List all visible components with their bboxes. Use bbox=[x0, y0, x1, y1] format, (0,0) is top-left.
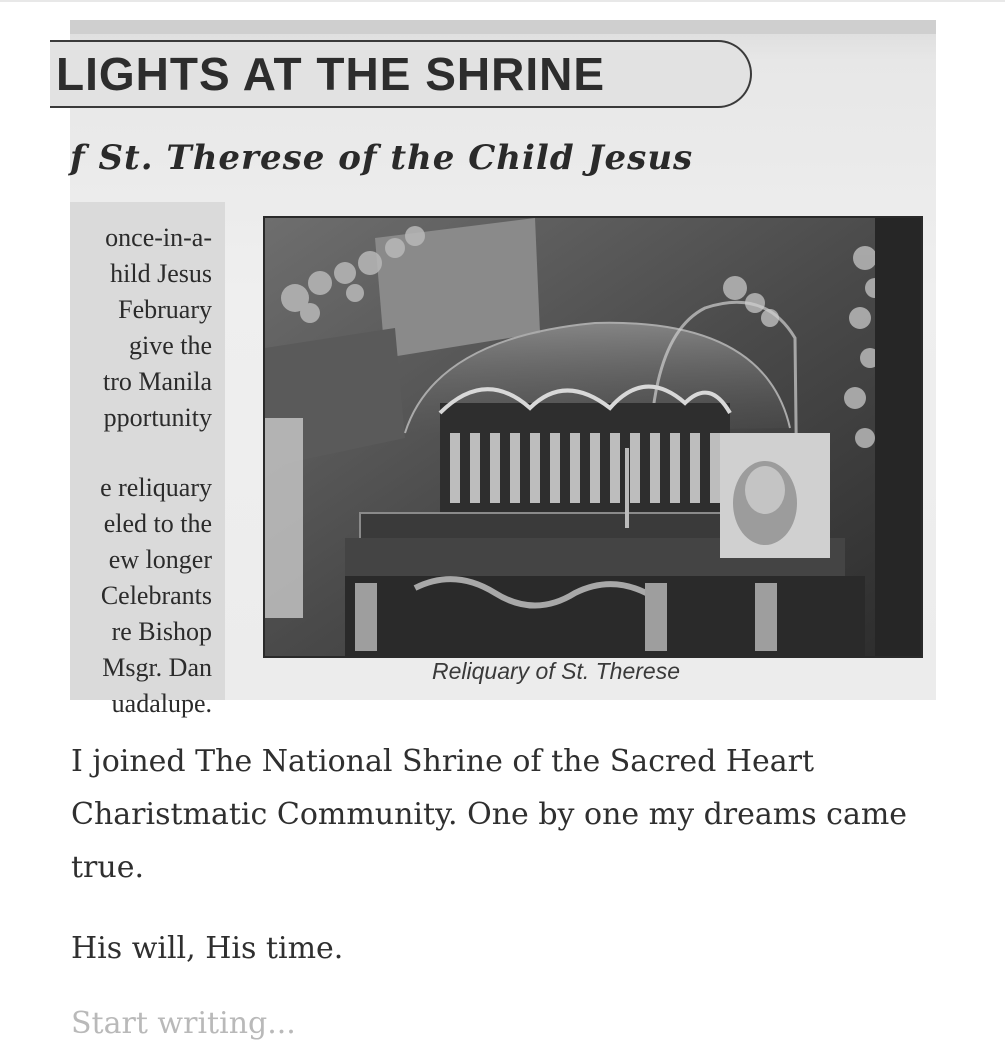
column-line: ew longer bbox=[108, 545, 212, 574]
reliquary-photo-illustration bbox=[265, 218, 921, 656]
clipping-column-text bbox=[70, 220, 212, 722]
clipping-subheadline: f St. Therese of the Child Jesus bbox=[70, 138, 694, 178]
column-line: Celebrants bbox=[100, 581, 212, 610]
column-line: once-in-a- bbox=[105, 223, 212, 252]
photo-caption: Reliquary of St. Therese bbox=[432, 658, 681, 684]
column-line: uadalupe. bbox=[111, 689, 212, 718]
column-line: tro Manila bbox=[102, 367, 212, 396]
reliquary-photo bbox=[263, 216, 923, 658]
column-line: pportunity bbox=[103, 403, 212, 432]
column-line: re Bishop bbox=[111, 617, 212, 646]
column-line: e reliquary bbox=[100, 473, 212, 502]
article-paragraph: His will, His time. bbox=[71, 931, 344, 966]
column-line: February bbox=[118, 295, 212, 324]
clipping-headline: LIGHTS AT THE SHRINE bbox=[56, 48, 605, 100]
column-line: hild Jesus bbox=[110, 259, 212, 288]
newspaper-clipping-image bbox=[56, 20, 936, 718]
editor-placeholder-text[interactable]: Start writing... bbox=[71, 1006, 296, 1041]
clipping-top-band bbox=[70, 20, 936, 34]
column-line: give the bbox=[128, 331, 212, 360]
column-line: Msgr. Dan bbox=[102, 653, 212, 682]
article-paragraph: I joined The National Shrine of the Sacred Heart Charistmatic Community. One by one my dreams came true. bbox=[71, 744, 908, 885]
top-divider bbox=[0, 0, 1005, 2]
column-line: eled to the bbox=[103, 509, 212, 538]
